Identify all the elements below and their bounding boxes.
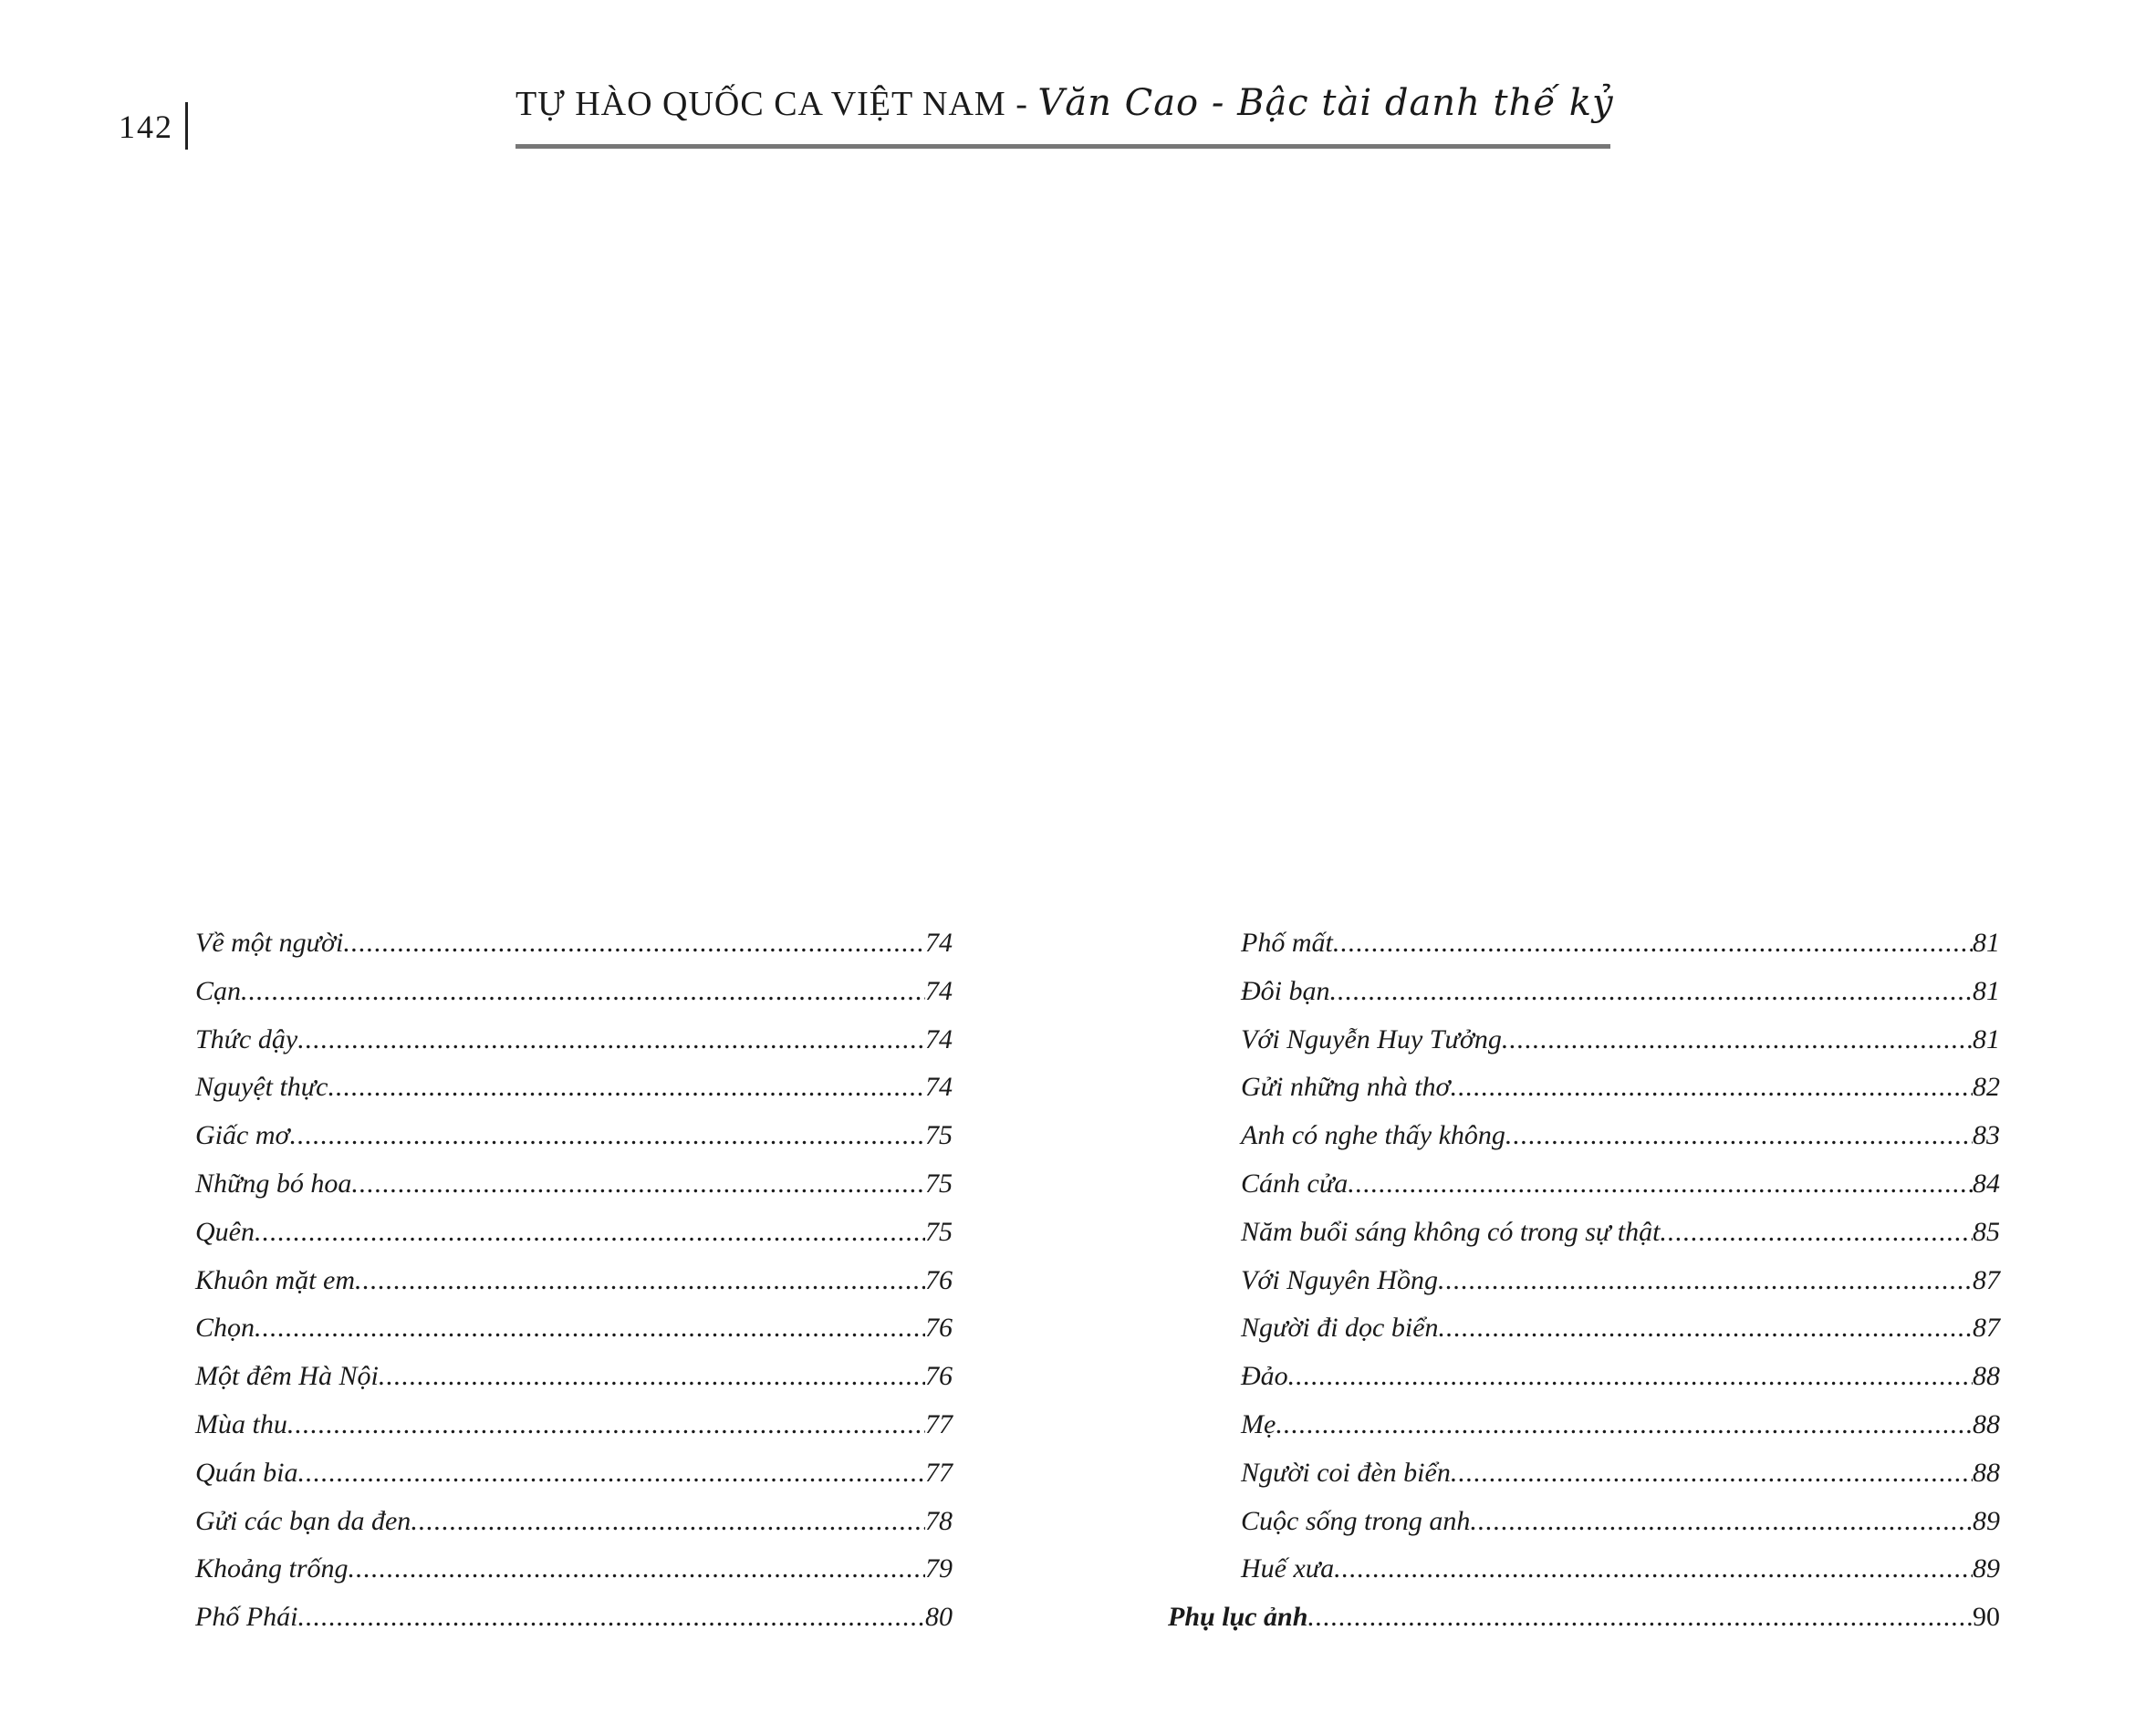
toc-entry (1168, 1117, 2000, 1166)
toc-entry-title: Năm buổi sáng không có trong sự thật (1241, 1216, 1661, 1247)
toc-entry-page: 89 (1973, 1505, 2000, 1536)
toc-entry-title: Đảo (1241, 1361, 1288, 1392)
dot-leader (351, 1166, 925, 1202)
toc-entry (195, 1117, 953, 1166)
toc-entry-page: 76 (925, 1361, 953, 1392)
toc-entry-page: 88 (1973, 1408, 2000, 1439)
toc-entry-page: 87 (1973, 1313, 2000, 1344)
toc-entry (195, 1069, 953, 1117)
toc-entry-page: 87 (1973, 1264, 2000, 1295)
toc-entry-title: Cạn (195, 975, 242, 1006)
toc-entry (195, 1503, 953, 1552)
toc-entry (195, 1407, 953, 1455)
page-number: 142 (119, 109, 173, 145)
toc-entry-page: 77 (925, 1457, 953, 1488)
toc-entry (195, 1358, 953, 1407)
toc-right-column (1168, 925, 2000, 1647)
toc-left-column (195, 925, 953, 1647)
toc-entry-title: Đôi bạn (1241, 975, 1330, 1006)
dot-leader (1438, 1262, 1973, 1299)
toc-entry-title: Quán bia (195, 1457, 298, 1488)
dot-leader (290, 1117, 926, 1154)
toc-entry-title: Chọn (195, 1313, 255, 1344)
running-header (516, 82, 1614, 146)
toc-entry-title: Cánh cửa (1241, 1168, 1349, 1199)
toc-entry-title: Khuôn mặt em (195, 1264, 355, 1295)
toc-entry (1168, 1455, 2000, 1503)
toc-entry-title: Về một người (195, 928, 344, 958)
toc-entry-page: 78 (925, 1505, 953, 1536)
toc-entry-page: 74 (925, 1023, 953, 1054)
toc-entry (195, 1022, 953, 1070)
toc-entry-page: 77 (925, 1408, 953, 1439)
toc-entry-page: 80 (925, 1602, 953, 1633)
toc-entry-title: Phụ lục ảnh (1168, 1602, 1308, 1633)
toc-entry (1168, 1262, 2000, 1311)
toc-entry (195, 1455, 953, 1503)
toc-entry-page: 90 (1973, 1602, 2000, 1633)
toc-entry-title: Với Nguyễn Huy Tưởng (1241, 1023, 1502, 1054)
dot-leader (297, 1022, 925, 1058)
dot-leader (355, 1262, 925, 1299)
toc-entry-title: Anh có nghe thấy không (1241, 1120, 1505, 1151)
toc-entry-title: Cuộc sống trong anh (1241, 1505, 1471, 1536)
toc-entry-page: 84 (1973, 1168, 2000, 1199)
toc-entry (1168, 1599, 2000, 1647)
toc-entry-page: 88 (1973, 1457, 2000, 1488)
toc-entry (1168, 1069, 2000, 1117)
toc-entry-page: 74 (925, 975, 953, 1006)
toc-entry-page: 74 (925, 1072, 953, 1103)
toc-entry-page: 83 (1973, 1120, 2000, 1151)
dot-leader (1451, 1069, 1973, 1106)
toc-entry (195, 925, 953, 973)
toc-entry (1168, 1551, 2000, 1599)
toc-entry (1168, 1503, 2000, 1552)
running-header-caps: TỰ HÀO QUỐC CA VIỆT NAM - (516, 85, 1038, 123)
toc-entry-page: 81 (1973, 975, 2000, 1006)
toc-entry-page: 79 (925, 1553, 953, 1584)
dot-leader (1334, 1551, 1973, 1587)
toc-entry-page: 81 (1973, 1023, 2000, 1054)
dot-leader (328, 1069, 926, 1106)
toc-entry (1168, 1166, 2000, 1214)
dot-leader (1333, 925, 1973, 961)
toc-entry-title: Với Nguyên Hồng (1241, 1264, 1438, 1295)
toc-entry-page: 75 (925, 1168, 953, 1199)
toc-entry (1168, 973, 2000, 1022)
dot-leader (1348, 1166, 1973, 1202)
dot-leader (1660, 1214, 1973, 1251)
header-rule (516, 144, 1610, 149)
dot-leader (255, 1310, 925, 1346)
toc-entry-page: 75 (925, 1216, 953, 1247)
toc-entry-title: Nguyệt thực (195, 1072, 328, 1103)
toc-entry-page: 74 (925, 928, 953, 958)
dot-leader (255, 1214, 925, 1251)
toc-entry (1168, 1022, 2000, 1070)
dot-leader (1307, 1599, 1973, 1636)
toc-entry-title: Phố mất (1241, 928, 1333, 958)
page-number-divider (185, 102, 188, 150)
toc-entry-page: 76 (925, 1313, 953, 1344)
dot-leader (343, 925, 925, 961)
dot-leader (1288, 1358, 1973, 1395)
toc-entry (1168, 1358, 2000, 1407)
dot-leader (349, 1551, 925, 1587)
dot-leader (379, 1358, 925, 1395)
dot-leader (298, 1599, 926, 1636)
dot-leader (287, 1407, 925, 1443)
toc-entry (195, 1214, 953, 1262)
toc-entry-title: Gửi các bạn da đen (195, 1505, 411, 1536)
toc-entry-title: Gửi những nhà thơ (1241, 1072, 1451, 1103)
dot-leader (1330, 973, 1974, 1010)
toc-entry-title: Người đi dọc biển (1241, 1313, 1439, 1344)
toc-entry (1168, 925, 2000, 973)
toc-entry-title: Giấc mơ (195, 1120, 290, 1151)
toc-entry-page: 81 (1973, 928, 2000, 958)
dot-leader (1505, 1117, 1973, 1154)
dot-leader (1439, 1310, 1973, 1346)
toc-entry-title: Thức dậy (195, 1023, 298, 1054)
toc-entry-page: 89 (1973, 1553, 2000, 1584)
toc-entry-title: Phố Phái (195, 1602, 298, 1633)
toc-entry (195, 1599, 953, 1647)
toc-entry (195, 1551, 953, 1599)
toc-entry-title: Một đêm Hà Nội (195, 1361, 379, 1392)
toc-entry-page: 75 (925, 1120, 953, 1151)
dot-leader (1470, 1503, 1973, 1540)
toc-entry (195, 973, 953, 1022)
dot-leader (298, 1455, 926, 1491)
dot-leader (1502, 1022, 1973, 1058)
running-header-script: Văn Cao - Bậc tài danh thế kỷ (1037, 82, 1614, 124)
toc-entry-title: Khoảng trống (195, 1553, 349, 1584)
toc-entry (195, 1262, 953, 1311)
toc-entry-page: 85 (1973, 1216, 2000, 1247)
toc-entry-title: Huế xưa (1241, 1553, 1335, 1584)
toc-entry-page: 76 (925, 1264, 953, 1295)
toc-entry (1168, 1310, 2000, 1358)
toc-entry (1168, 1407, 2000, 1455)
toc-entry-title: Những bó hoa (195, 1168, 352, 1199)
toc-entry-title: Quên (195, 1216, 255, 1247)
toc-entry (1168, 1214, 2000, 1262)
dot-leader (1451, 1455, 1973, 1491)
toc-entry (195, 1166, 953, 1214)
toc-entry-title: Mẹ (1241, 1408, 1276, 1439)
toc-entry-page: 82 (1973, 1072, 2000, 1103)
toc-entry-page: 88 (1973, 1361, 2000, 1392)
toc-entry-title: Người coi đèn biển (1241, 1457, 1451, 1488)
dot-leader (411, 1503, 925, 1540)
dot-leader (1276, 1407, 1973, 1443)
dot-leader (241, 973, 925, 1010)
toc-entry-title: Mùa thu (195, 1408, 287, 1439)
toc-entry (195, 1310, 953, 1358)
